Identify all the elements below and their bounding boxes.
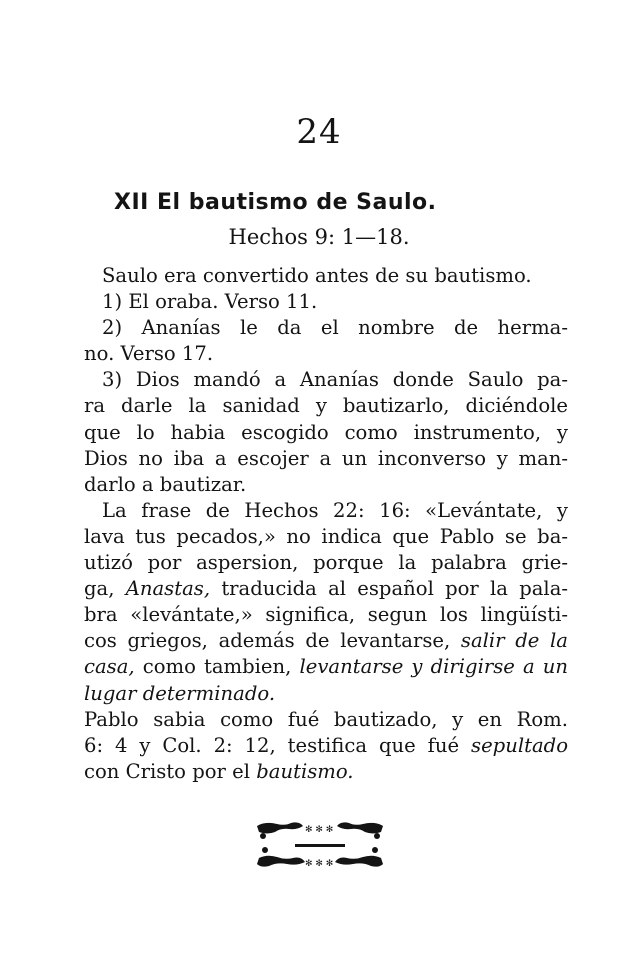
- printer-ornament-icon: [255, 820, 385, 876]
- para-4-line: [84, 681, 568, 707]
- point-3-line: ra darle la sanidad y bautizarlo, diciéndole: [84, 394, 568, 418]
- para-4-text: ga,: [84, 577, 115, 601]
- para-5-italic: sepultado: [471, 733, 568, 757]
- para-4-italic: salir de la: [460, 629, 568, 653]
- para-4-text: traducida al español por la pala-: [221, 577, 568, 601]
- para-4-line: lava tus pecados,» no indica que Pablo se ba-: [84, 524, 568, 548]
- greek-word-anastas: Anastas,: [125, 577, 211, 601]
- point-3-line: que lo habia escogido como instrumento, y: [84, 420, 568, 444]
- scripture-reference: Hechos 9: 1—18.: [228, 225, 410, 249]
- para-4-line: utizó por aspersion, porque la palabra grie-: [84, 551, 568, 575]
- para-4-text: cos griegos, además de levantarse,: [84, 629, 451, 653]
- para-5-line: [84, 733, 568, 759]
- para-4-line: La frase de Hechos 22: 16: «Levántate, y: [102, 498, 568, 522]
- para-5-italic: bautismo.: [256, 759, 354, 783]
- point-3-line: darlo a bautizar.: [84, 472, 247, 496]
- svg-text:✻ ✻ ✻: ✻ ✻ ✻: [305, 825, 334, 835]
- para-4-italic: casa,: [84, 655, 135, 679]
- para-4-line: [84, 576, 568, 602]
- para-5-line: [84, 759, 568, 785]
- para-5-text: con Cristo por el: [84, 759, 250, 783]
- point-3-line: Dios no iba a escojer a un inconverso y man-: [84, 446, 568, 470]
- chapter-title: XII El bautismo de Saulo.: [114, 190, 437, 215]
- intro-line: Saulo era convertido antes de su bautismo.: [102, 264, 532, 287]
- para-4-text: como tambien,: [142, 655, 292, 679]
- point-2-line: 2) Ananías le da el nombre de herma-: [102, 316, 568, 340]
- para-4-line: [84, 654, 568, 680]
- point-2-line: no. Verso 17.: [84, 342, 214, 366]
- page-number: 24: [296, 112, 342, 152]
- para-4-line: bra «levántate,» significa, segun los lingüísti-: [84, 603, 568, 627]
- svg-text:✻ ✻ ✻: ✻ ✻ ✻: [305, 859, 334, 869]
- para-4-line: [84, 628, 568, 654]
- body-text: [84, 263, 568, 785]
- para-4-italic: lugar determinado.: [84, 681, 276, 705]
- para-4-italic: levantarse y dirigirse a un: [299, 655, 568, 679]
- para-5-text: 6: 4 y Col. 2: 12, testifica que fué: [84, 733, 460, 757]
- point-3-line: 3) Dios mandó a Ananías donde Saulo pa-: [102, 368, 568, 392]
- para-5-line: Pablo sabia como fué bautizado, y en Rom.: [84, 707, 568, 731]
- point-1: 1) El oraba. Verso 11.: [102, 290, 318, 314]
